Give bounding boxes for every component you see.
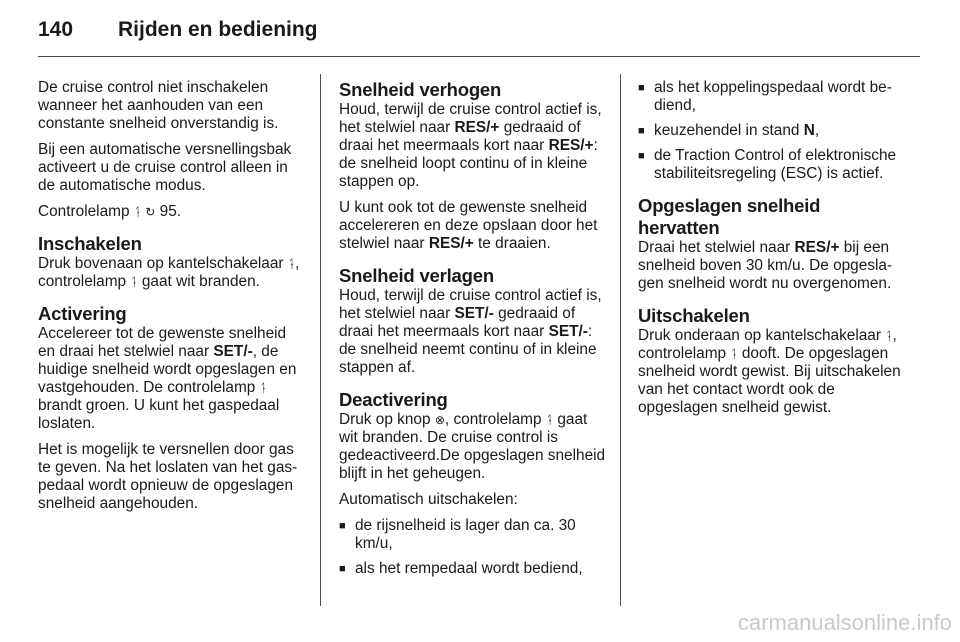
page-reference-icon: ↻ [145, 205, 156, 219]
text: , de huidige snelheid wordt opgeslagen en vastgehouden. De controlelamp [38, 343, 297, 396]
section-heading-hervatten: Opgeslagen snelheid hervatten [638, 195, 821, 238]
page-reference-link[interactable]: 95. [155, 203, 182, 220]
text: Druk bovenaan op kantelschakelaar [38, 255, 288, 272]
text: , controlelamp [38, 255, 300, 290]
bullet-icon: ■ [638, 150, 645, 162]
section-heading-activering: Activering [38, 303, 127, 324]
paragraph [38, 255, 306, 291]
text: dooft. De opgeslagen snelheid wordt gewist. Bij uitschakelen van het contact wordt ook de opgeslagen snelheid gewist. [638, 345, 901, 416]
paragraph [638, 239, 902, 293]
text: Druk onderaan op kantelschakelaar [638, 327, 886, 344]
list-item [638, 122, 902, 140]
paragraph [339, 411, 607, 483]
paragraph [38, 325, 306, 433]
paragraph: Bij een automatische versnellingsbak activeert u de cruise control alleen in de automatische modus. [38, 141, 292, 194]
text: , [814, 122, 820, 139]
column-left [38, 79, 306, 521]
paragraph: Het is mogelijk te versnellen door gas te geven. Na het loslaten van het gaspedaal wordt opnieuw de opgeslagen snelheid aangehouden. [38, 441, 298, 512]
text: de rijsnelheid is lager dan ca. 30 km/u, [355, 517, 576, 552]
text: , controlelamp [444, 411, 546, 428]
text: Controlelamp [38, 203, 134, 220]
paragraph [339, 101, 607, 191]
cruise-control-icon: ᛑ [130, 275, 138, 289]
text: te draaien. [473, 235, 551, 252]
paragraph [339, 199, 607, 253]
text: als het rempedaal wordt bediend, [355, 560, 583, 577]
control-label: RES/+ [428, 235, 474, 252]
section-heading-inschakelen: Inschakelen [38, 233, 142, 254]
text: Draai het stelwiel naar [638, 239, 795, 256]
text: : de snelheid neemt continu of in kleine stappen af. [339, 323, 597, 376]
page-number: 140 [38, 18, 74, 41]
control-label: RES/+ [548, 137, 594, 154]
control-label: N [803, 122, 815, 139]
control-label: SET/- [213, 343, 253, 360]
paragraph: De cruise control niet inschakelen wanneer het aanhouden van een constante snelheid onverstandig is. [38, 79, 279, 132]
section-heading-verlagen: Snelheid verlagen [339, 265, 494, 286]
text: bij een snelheid boven 30 km/u. De opgeslagen snelheid wordt nu overgenomen. [638, 239, 893, 292]
text: gedraaid of draai het meermaals kort naar [339, 119, 581, 154]
section-heading-verhogen: Snelheid verhogen [339, 79, 502, 100]
cruise-control-icon: ᛑ [545, 413, 554, 427]
cancel-knob-icon: ⊗ [434, 413, 445, 427]
bullet-list [638, 79, 902, 183]
text: als het koppelingspedaal wordt bediend, [654, 79, 892, 114]
text: keuzehendel in stand [654, 122, 804, 139]
cruise-control-icon: ᛑ [885, 329, 893, 343]
list-item [339, 560, 607, 578]
text: Houd, terwijl de cruise control actief is, het stelwiel naar [339, 101, 602, 136]
text: gedraaid of draai het meermaals kort naar [339, 305, 576, 340]
control-label: RES/+ [454, 119, 500, 136]
text: gaat wit branden. [137, 273, 260, 290]
paragraph [638, 327, 902, 417]
column-divider [320, 74, 321, 606]
text: Houd, terwijl de cruise control actief is, het stelwiel naar [339, 287, 602, 322]
cruise-control-icon: ᛑ [259, 381, 267, 395]
page-header [38, 18, 918, 48]
text: : de snelheid loopt continu of in kleine stappen op. [339, 137, 598, 190]
cruise-control-icon: ᛑ [287, 257, 296, 271]
cruise-control-icon: ᛑ [730, 347, 738, 361]
paragraph [38, 203, 306, 221]
section-heading-uitschakelen: Uitschakelen [638, 305, 750, 326]
column-divider [620, 74, 621, 606]
column-middle [339, 79, 607, 586]
list-item [638, 79, 902, 115]
text: , controlelamp [638, 327, 897, 362]
control-label: RES/+ [794, 239, 840, 256]
cruise-control-icon: ᛑ [133, 205, 142, 219]
paragraph: Automatisch uitschakelen: [339, 491, 518, 508]
text: U kunt ook tot de gewenste snelheid accelereren en deze opslaan door het stelwiel naar [339, 199, 598, 252]
bullet-list [339, 517, 607, 578]
bullet-icon: ■ [638, 125, 645, 137]
bullet-icon: ■ [638, 82, 645, 94]
paragraph [339, 287, 607, 377]
list-item [638, 147, 902, 183]
text: Druk op knop [339, 411, 435, 428]
column-right [638, 79, 902, 425]
text: de Traction Control of elektronische stabiliteitsregeling (ESC) is actief. [654, 147, 897, 182]
page-title: Rijden en bediening [118, 18, 318, 41]
text: Accelereer tot de gewenste snelheid en draai het stelwiel naar [38, 325, 287, 360]
bullet-icon: ■ [339, 563, 346, 575]
list-item [339, 517, 607, 553]
control-label: SET/- [454, 305, 494, 322]
text: gaat wit branden. De cruise control is gedeactiveerd.De opgeslagen snelheid blijft in het geheugen. [339, 411, 606, 482]
bullet-icon: ■ [339, 520, 346, 532]
header-rule [38, 56, 920, 57]
section-heading-deactivering: Deactivering [339, 389, 448, 410]
watermark: carmanualsonline.info [737, 610, 952, 635]
control-label: SET/- [548, 323, 588, 340]
text: brandt groen. U kunt het gaspedaal loslaten. [38, 397, 280, 432]
